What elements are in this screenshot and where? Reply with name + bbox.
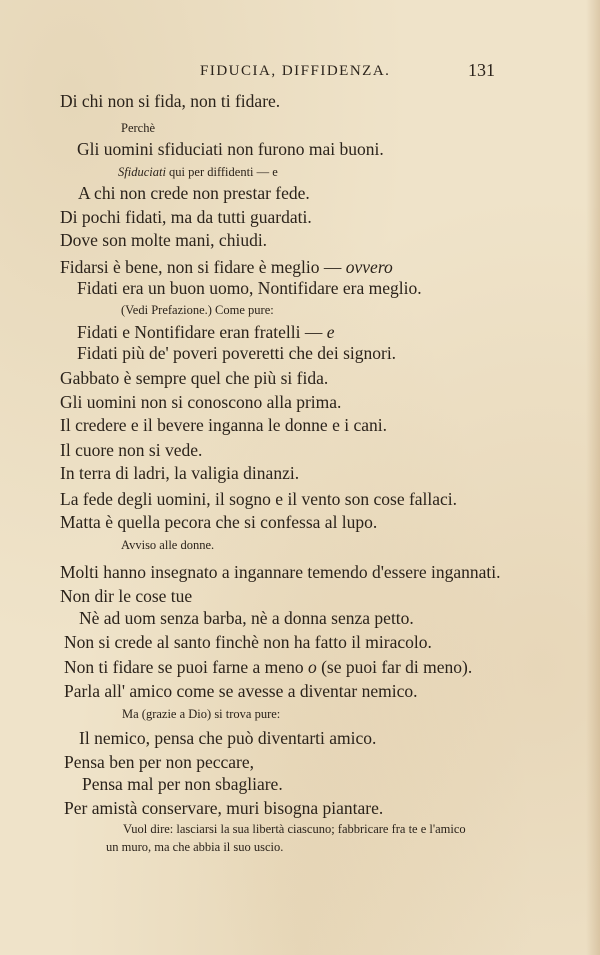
proverb-text: Fidarsi è bene, non si fidare è meglio — (60, 257, 342, 277)
note-line (118, 165, 278, 180)
running-head: FIDUCIA, DIFFIDENZA. (200, 63, 391, 79)
note-line: Ma (grazie a Dio) si trova pure: (122, 707, 281, 721)
proverb-italic-word: o (307, 657, 317, 677)
page-number: 131 (468, 60, 495, 80)
proverb-line: Nè ad uom senza barba, nè a donna senza petto. (79, 608, 414, 628)
note-text: qui per diffidenti — e (169, 165, 278, 179)
note-line: Perchè (121, 121, 156, 135)
note-line: (Vedi Prefazione.) Come pure: (121, 303, 274, 317)
proverb-line (64, 657, 472, 677)
proverb-line: Gli uomini sfiduciati non furono mai buoni. (77, 139, 384, 159)
proverb-line: Per amistà conservare, muri bisogna piantare. (64, 798, 384, 818)
proverb-text: Fidati e Nontifidare eran fratelli — (77, 322, 323, 342)
proverb-line: A chi non crede non prestar fede. (78, 183, 310, 203)
proverb-line: La fede degli uomini, il sogno e il vento son cose fallaci. (60, 489, 458, 509)
proverb-line: Parla all' amico come se avesse a diventar nemico. (64, 681, 418, 701)
proverb-text: Non ti fidare se puoi farne a meno (64, 657, 304, 677)
proverb-italic-word: e (326, 322, 335, 342)
proverb-line: Molti hanno insegnato a ingannare temendo d'essere ingannati. (60, 562, 501, 582)
proverb-line: Gabbato è sempre quel che più si fida. (60, 368, 329, 388)
page-edge-shadow (586, 0, 600, 955)
note-italic-term: Sfiduciati (118, 165, 166, 179)
proverb-line: Fidati era un buon uomo, Nontifidare era meglio. (77, 278, 422, 298)
proverb-text-tail: (se puoi far di meno). (321, 657, 473, 677)
proverb-line: Di pochi fidati, ma da tutti guardati. (60, 207, 312, 227)
note-line: un muro, ma che abbia il suo uscio. (106, 840, 284, 854)
note-line: Vuol dire: lasciarsi la sua libertà ciascuno; fabbricare fra te e l'amico (123, 822, 466, 836)
proverb-line: Non dir le cose tue (60, 586, 193, 606)
proverb-line: Pensa ben per non peccare, (64, 752, 254, 772)
proverb-line: Fidati più de' poveri poveretti che dei signori. (77, 343, 397, 363)
proverb-line: Il cuore non si vede. (60, 440, 203, 460)
proverb-line: Gli uomini non si conoscono alla prima. (60, 392, 342, 412)
proverb-line (77, 322, 335, 342)
proverb-line: Dove son molte mani, chiudi. (60, 230, 268, 250)
proverb-line: In terra di ladri, la valigia dinanzi. (60, 463, 300, 483)
proverb-line: Il nemico, pensa che può diventarti amico. (79, 728, 377, 748)
proverb-line (60, 257, 393, 277)
proverb-italic-word: ovvero (345, 257, 393, 277)
proverb-line: Matta è quella pecora che si confessa al lupo. (60, 512, 378, 532)
proverb-line: Di chi non si fida, non ti fidare. (60, 91, 281, 111)
proverb-line: Pensa mal per non sbagliare. (82, 774, 283, 794)
page-header (0, 60, 600, 85)
proverb-line: Non si crede al santo finchè non ha fatto il miracolo. (64, 632, 432, 652)
proverb-line: Il credere e il bevere inganna le donne e i cani. (60, 415, 387, 435)
note-line: Avviso alle donne. (121, 538, 215, 552)
